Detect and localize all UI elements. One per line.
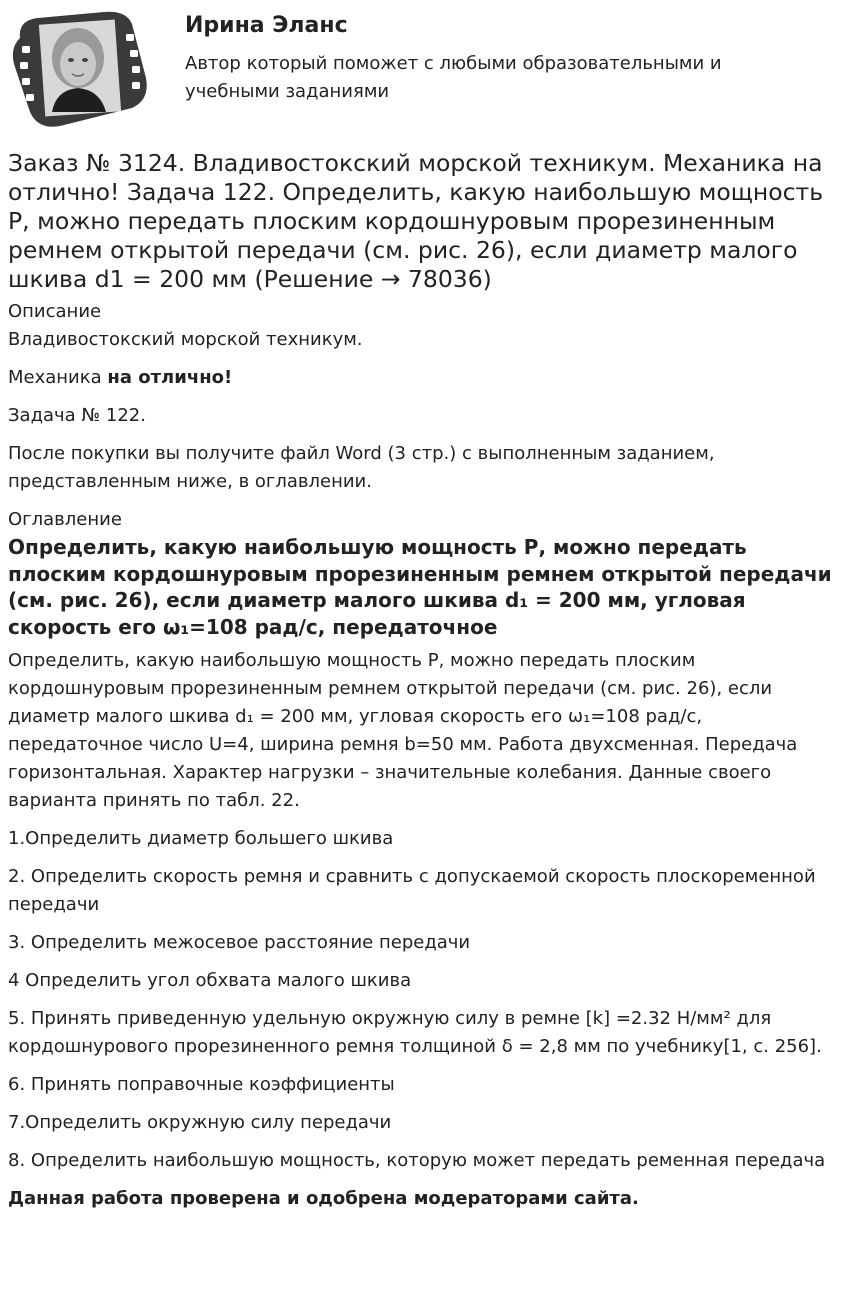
description-line-4: После покупки вы получите файл Word (3 стр.) с выполненным заданием, представленным ниже, в оглавлении.	[8, 443, 715, 492]
description-label: Описание	[8, 301, 102, 322]
toc-step: 8. Определить наибольшую мощность, которую может передать ременная передача	[8, 1150, 826, 1171]
description-line-2	[8, 364, 836, 392]
page-title: Заказ № 3124. Владивостокский морской техникум. Механика на отлично! Задача 122. Определить, какую наибольшую мощность Р, можно передать плоским кордошнуровым прорезиненным ремнем открытой передачи (см. рис. 26), если диаметр малого шкива d1 = 200 мм (Решение → 78036)	[8, 149, 824, 293]
author-avatar	[8, 8, 150, 128]
toc-label: Оглавление	[8, 509, 122, 530]
description-line-1: Владивостокский морской техникум.	[8, 329, 363, 350]
toc-step: 7.Определить окружную силу передачи	[8, 1112, 392, 1133]
toc-paragraph: Определить, какую наибольшую мощность Р, можно передать плоским кордошнуровым прорезиненным ремнем открытой передачи (см. рис. 26), если диаметр малого шкива d₁ = 200 мм, угловая скорость его ω₁=108 рад/с, передаточное число U=4, ширина ремня b=50 мм. Работа двухсменная. Передача горизонтальная. Характер нагрузки – значительные колебания. Данные своего варианта принять по табл. 22.	[8, 650, 798, 811]
toc-step: 1.Определить диаметр большего шкива	[8, 828, 394, 849]
author-block	[0, 0, 847, 140]
toc-step: 3. Определить межосевое расстояние передачи	[8, 932, 471, 953]
toc-step: 4 Определить угол обхвата малого шкива	[8, 970, 412, 991]
toc-step: 5. Принять приведенную удельную окружную силу в ремне [k] =2.32 Н/мм² для кордошнурового прорезиненного ремня толщиной δ = 2,8 мм по учебнику[1, с. 256].	[8, 1008, 822, 1057]
toc-body	[8, 647, 836, 1213]
moderation-note	[8, 1185, 836, 1213]
toc-step: 6. Принять поправочные коэффициенты	[8, 1074, 395, 1095]
description-line-2-bold: на отлично!	[107, 367, 233, 388]
description-line-2-prefix: Механика	[8, 367, 108, 388]
description-line-3: Задача № 122.	[8, 405, 146, 426]
main-content	[8, 149, 836, 1223]
toc-step: 2. Определить скорость ремня и сравнить с допускаемой скорость плоскоременной передачи	[8, 866, 816, 915]
author-description: Автор который поможет с любыми образовательными и учебными заданиями	[185, 53, 722, 102]
author-name[interactable]: Ирина Эланс	[185, 13, 348, 38]
toc-heading: Определить, какую наибольшую мощность Р, можно передать плоским кордошнуровым прорезиненным ремнем открытой передачи (см. рис. 26), если диаметр малого шкива d₁ = 200 мм, угловая скорость его ω₁=108 рад/с, передаточное	[8, 535, 832, 639]
moderation-note-text: Данная работа проверена и одобрена модераторами сайта.	[8, 1188, 639, 1209]
description-body	[8, 326, 836, 496]
